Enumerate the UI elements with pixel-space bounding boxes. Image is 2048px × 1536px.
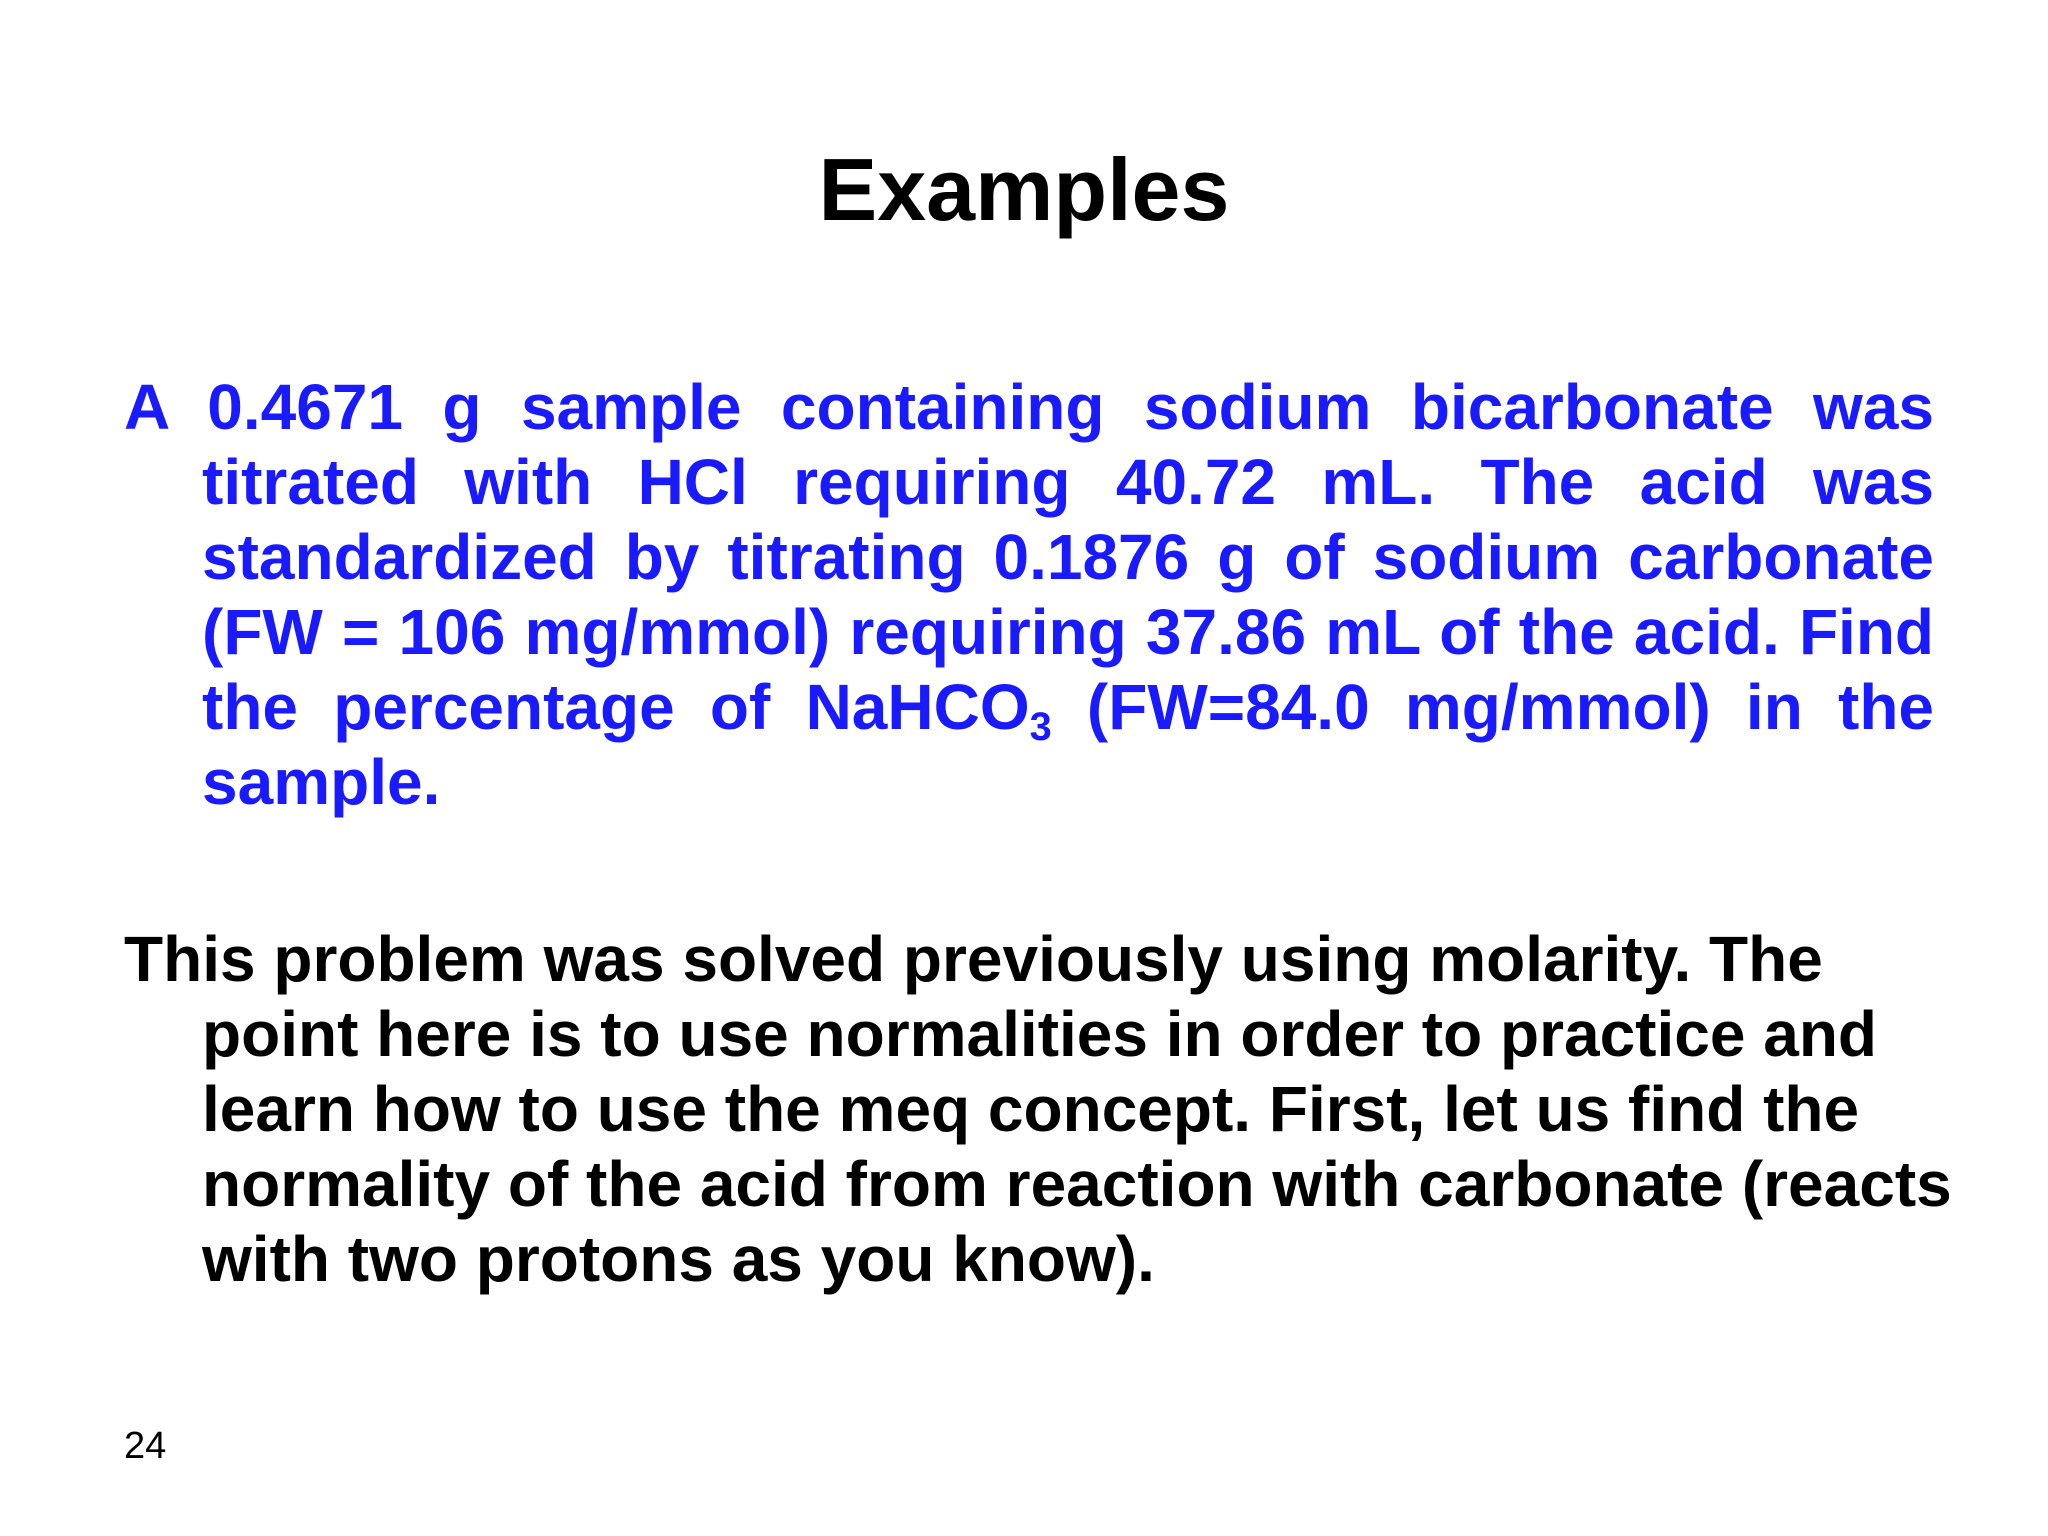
problem-text-start: A 0.4671 g sample containing sodium bicarbonate was titrated with HCl requiring 40.72 mL. The acid was standardized by titrating 0.1876 g of sodium carbonate (FW = 106 mg/mmol) requiring 37.86 mL of the acid. Find the percentage of <box>124 371 1934 743</box>
problem-statement <box>124 370 1934 820</box>
problem-text-end: (FW=84.0 mg/mmol) in the sample. <box>202 671 1935 818</box>
solution-statement: This problem was solved previously using molarity. The point here is to use normalities in order to practice and learn how to use the meq concept. First, let us find the normality of the acid from reaction with carbonate (reacts with two protons as you know). <box>124 923 1952 1295</box>
page-number: 24 <box>124 1425 167 1467</box>
formula-subscript: 3 <box>1029 705 1052 750</box>
formula-base: NaHCO <box>805 671 1030 743</box>
slide-title: Examples <box>818 140 1230 239</box>
